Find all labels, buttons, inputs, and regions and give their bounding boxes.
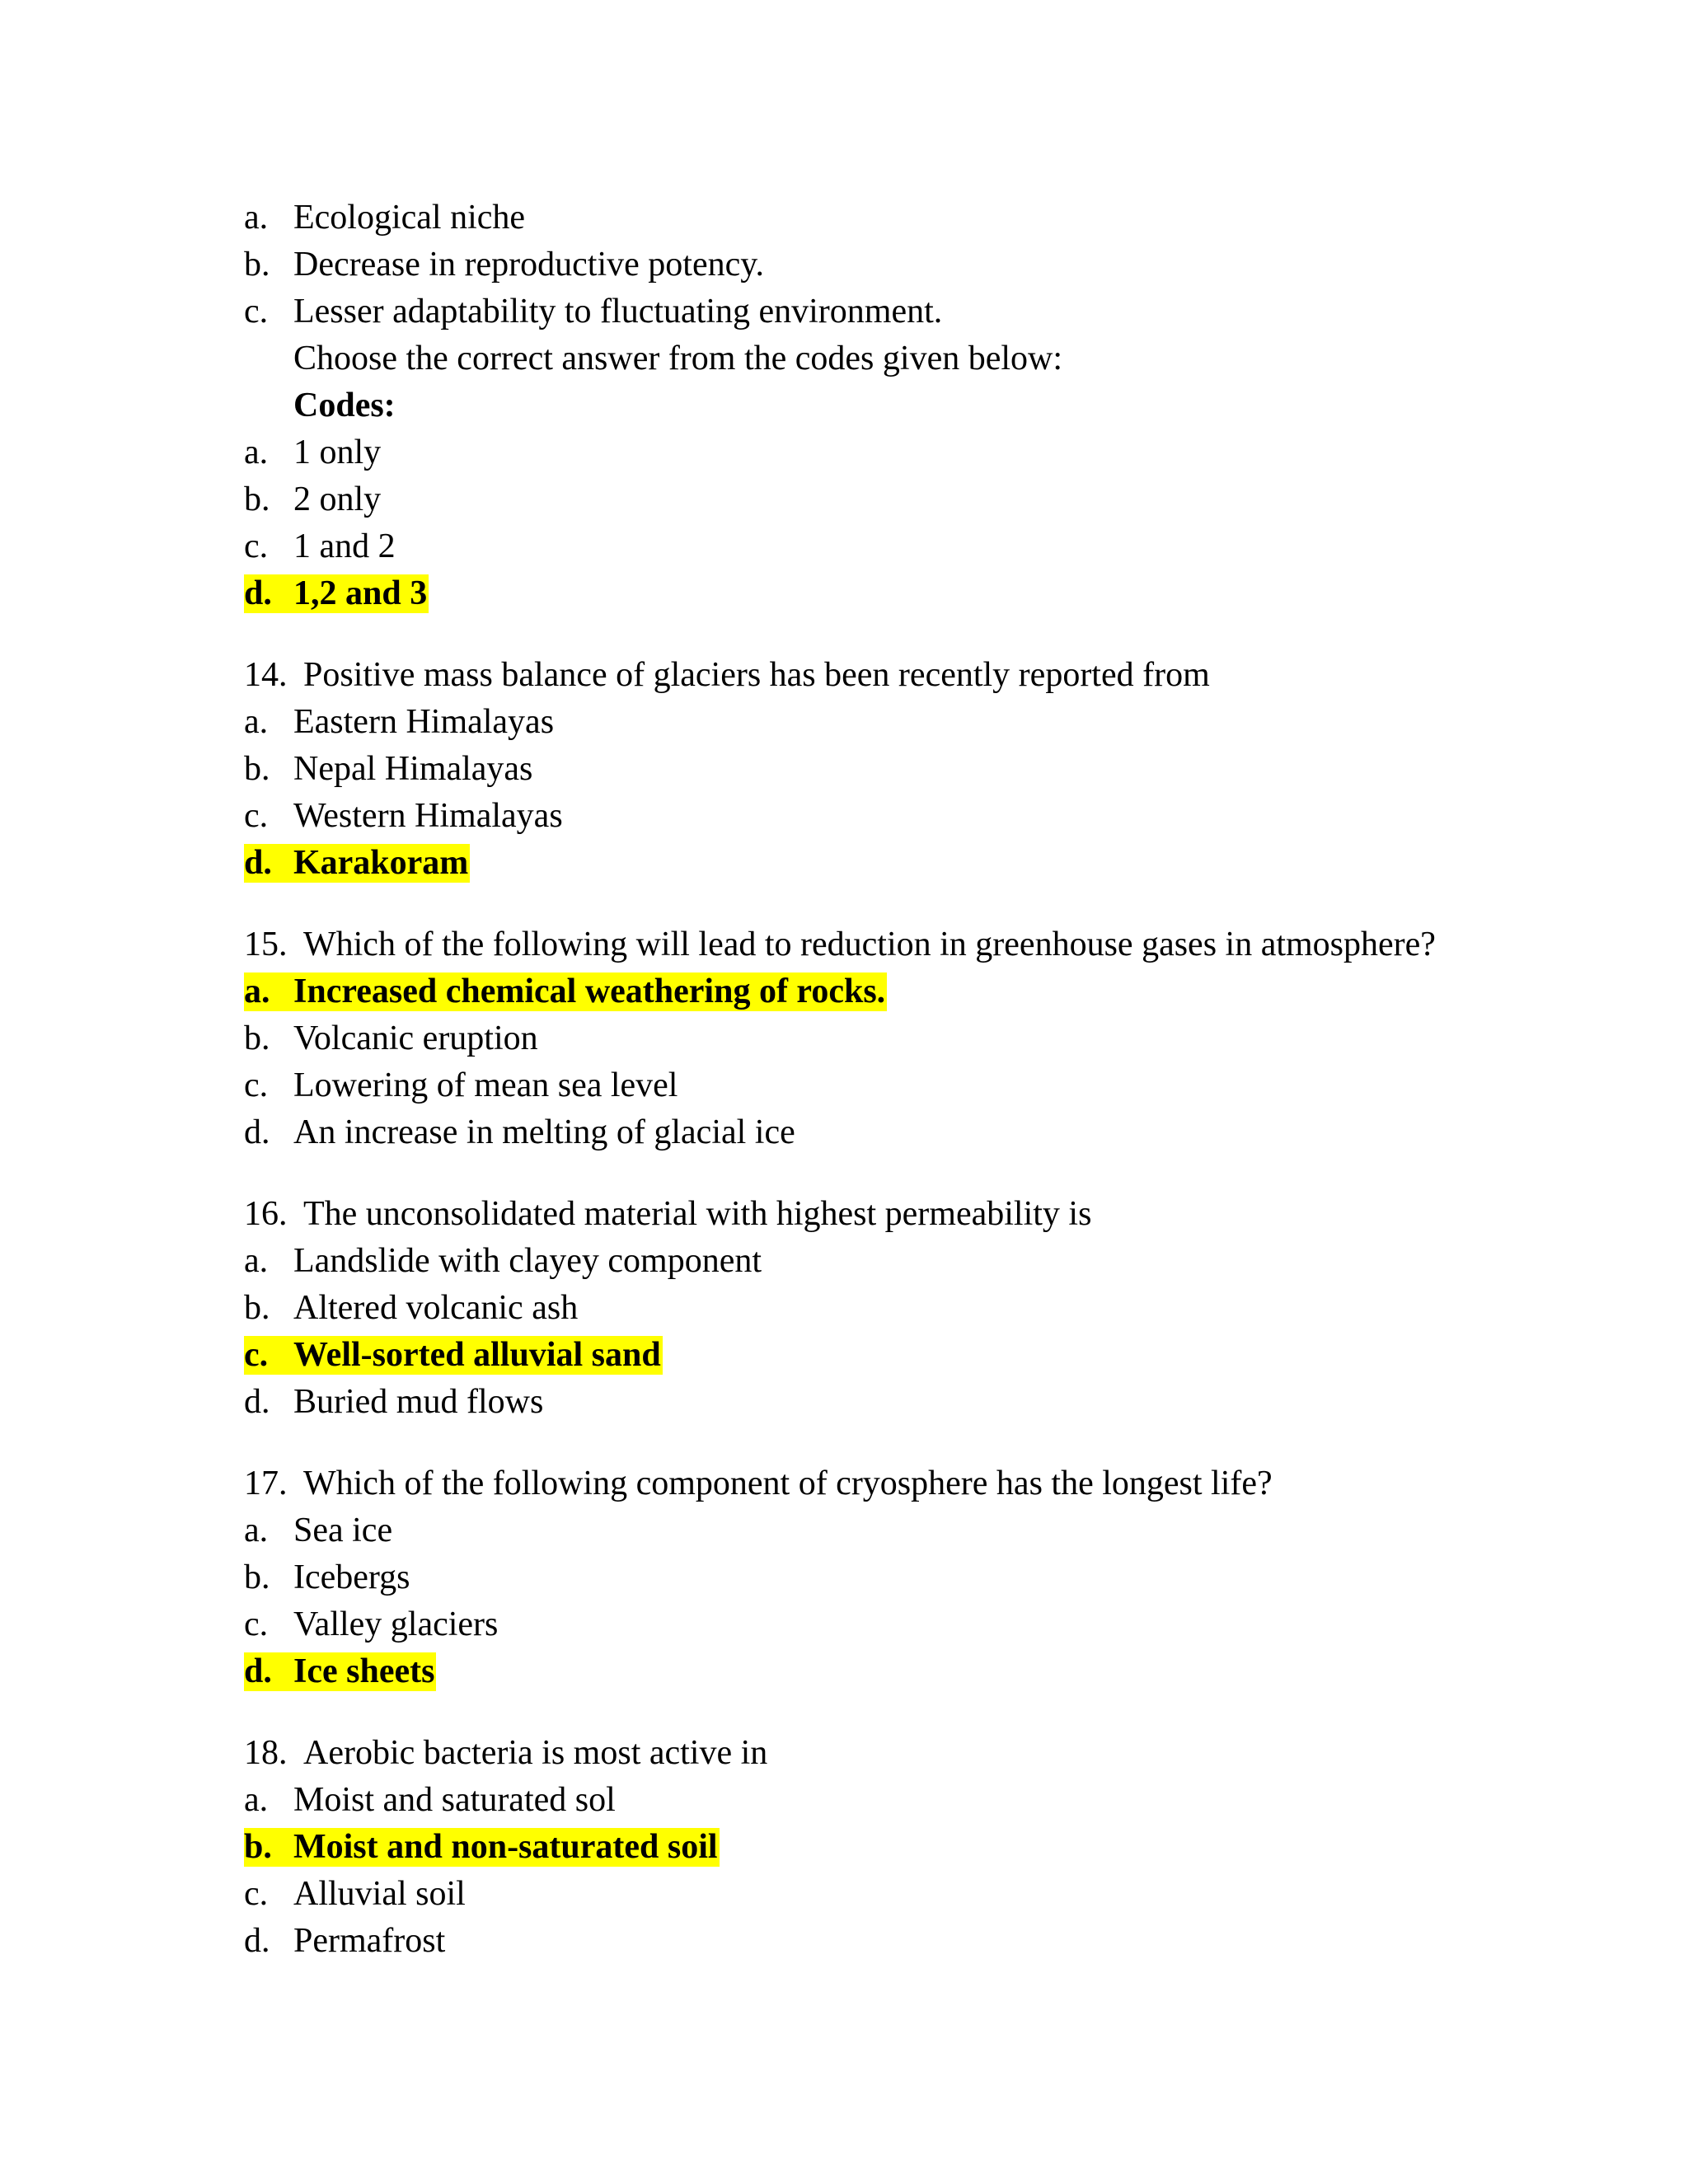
spacer (244, 1426, 1530, 1460)
question-14 (244, 652, 1530, 887)
option-c (244, 1601, 1530, 1648)
option-letter: c. (244, 1336, 269, 1374)
option-letter: a. (244, 972, 270, 1010)
option-text: Western Himalayas (293, 797, 563, 835)
answer-highlight (244, 1652, 436, 1691)
option-text: Volcanic eruption (293, 1019, 538, 1057)
option-letter: c. (244, 1605, 269, 1643)
question-list (244, 194, 1530, 1965)
option-text: Moist and saturated sol (293, 1781, 616, 1819)
question-18 (244, 1730, 1530, 1965)
option-text: Altered volcanic ash (293, 1289, 579, 1327)
option-text: An increase in melting of glacial ice (293, 1113, 795, 1151)
question-stem (244, 1730, 1530, 1777)
spacer (244, 1156, 1530, 1191)
option-letter: b. (244, 1289, 270, 1327)
option-c (244, 793, 1530, 840)
question-text: The unconsolidated material with highest permeability is (303, 1195, 1092, 1233)
option-text: 1 and 2 (293, 527, 396, 565)
statement-b (244, 241, 1530, 288)
option-letter: c. (244, 1066, 269, 1104)
question-text: Which of the following component of cryosphere has the longest life? (303, 1465, 1273, 1502)
option-text: 1,2 and 3 (293, 574, 428, 612)
question-15 (244, 921, 1530, 1156)
option-letter: d. (244, 1652, 272, 1690)
question-stem (244, 921, 1530, 968)
option-letter: b. (244, 1828, 272, 1866)
statement-text: Lesser adaptability to fluctuating environment. (293, 293, 943, 330)
question-number: 14. (244, 656, 288, 694)
instruction-text: Choose the correct answer from the codes given below: (293, 340, 1063, 377)
answer-highlight (244, 1828, 720, 1867)
option-b (244, 1015, 1530, 1062)
option-b (244, 1554, 1530, 1601)
option-a (244, 1238, 1530, 1285)
option-c (244, 523, 1530, 570)
option-a (244, 1777, 1530, 1824)
statement-letter: b. (244, 246, 270, 284)
option-text: Ice sheets (293, 1652, 435, 1690)
option-letter: b. (244, 750, 270, 788)
question-text: Which of the following will lead to reduction in greenhouse gases in atmosphere? (303, 926, 1436, 963)
option-text: Alluvial soil (293, 1875, 466, 1913)
option-letter: d. (244, 574, 272, 612)
option-c (244, 1062, 1530, 1109)
codes-label: Codes: (293, 387, 396, 424)
option-letter: d. (244, 1922, 270, 1960)
option-b (244, 476, 1530, 523)
option-letter: b. (244, 1558, 270, 1596)
question-number: 15. (244, 926, 288, 963)
question-stem (244, 1460, 1530, 1507)
answer-highlight (244, 1336, 663, 1375)
option-text: Nepal Himalayas (293, 750, 533, 788)
option-letter: a. (244, 1242, 269, 1280)
question-number: 16. (244, 1195, 288, 1233)
option-a (244, 699, 1530, 746)
statement-letter: a. (244, 199, 269, 237)
question-text: Positive mass balance of glaciers has been recently reported from (303, 656, 1210, 694)
statement-text: Ecological niche (293, 199, 526, 237)
option-text: Well-sorted alluvial sand (293, 1336, 661, 1374)
option-b (244, 1285, 1530, 1332)
statement-text: Decrease in reproductive potency. (293, 246, 764, 284)
question-13-continuation (244, 194, 1530, 617)
option-d (244, 1379, 1530, 1426)
option-letter: d. (244, 844, 272, 882)
question-number: 18. (244, 1734, 288, 1772)
option-letter: d. (244, 1113, 270, 1151)
option-b (244, 746, 1530, 793)
option-c-answer (244, 1332, 1530, 1379)
option-a (244, 429, 1530, 476)
option-d-answer (244, 570, 1530, 617)
option-text: Landslide with clayey component (293, 1242, 762, 1280)
option-text: Lowering of mean sea level (293, 1066, 678, 1104)
option-a (244, 1507, 1530, 1554)
option-letter: c. (244, 527, 269, 565)
question-stem (244, 1191, 1530, 1238)
option-text: Permafrost (293, 1922, 446, 1960)
option-letter: a. (244, 1511, 269, 1549)
option-d (244, 1918, 1530, 1965)
option-text: Eastern Himalayas (293, 703, 555, 741)
statement-a (244, 194, 1530, 241)
option-text: Buried mud flows (293, 1383, 544, 1421)
option-d (244, 1109, 1530, 1156)
question-text: Aerobic bacteria is most active in (303, 1734, 768, 1772)
option-letter: c. (244, 1875, 269, 1913)
option-text: Increased chemical weathering of rocks. (293, 972, 886, 1010)
option-letter: b. (244, 1019, 270, 1057)
question-17 (244, 1460, 1530, 1695)
option-d-answer (244, 1648, 1530, 1695)
question-16 (244, 1191, 1530, 1426)
spacer (244, 1695, 1530, 1730)
option-letter: d. (244, 1383, 270, 1421)
answer-highlight (244, 574, 429, 613)
option-text: Valley glaciers (293, 1605, 499, 1643)
option-d-answer (244, 840, 1530, 887)
option-letter: c. (244, 797, 269, 835)
option-letter: a. (244, 703, 269, 741)
answer-highlight (244, 972, 887, 1011)
option-text: Moist and non-saturated soil (293, 1828, 718, 1866)
option-b-answer (244, 1824, 1530, 1871)
option-letter: a. (244, 434, 269, 471)
option-text: Sea ice (293, 1511, 393, 1549)
option-text: 1 only (293, 434, 382, 471)
option-text: 2 only (293, 480, 382, 518)
option-a-answer (244, 968, 1530, 1015)
statement-letter: c. (244, 293, 269, 330)
option-text: Karakoram (293, 844, 469, 882)
option-c (244, 1871, 1530, 1918)
answer-highlight (244, 844, 470, 883)
question-stem (244, 652, 1530, 699)
statement-c (244, 288, 1530, 335)
option-letter: b. (244, 480, 270, 518)
question-number: 17. (244, 1465, 288, 1502)
spacer (244, 617, 1530, 652)
spacer (244, 887, 1530, 921)
option-text: Icebergs (293, 1558, 410, 1596)
option-letter: a. (244, 1781, 269, 1819)
